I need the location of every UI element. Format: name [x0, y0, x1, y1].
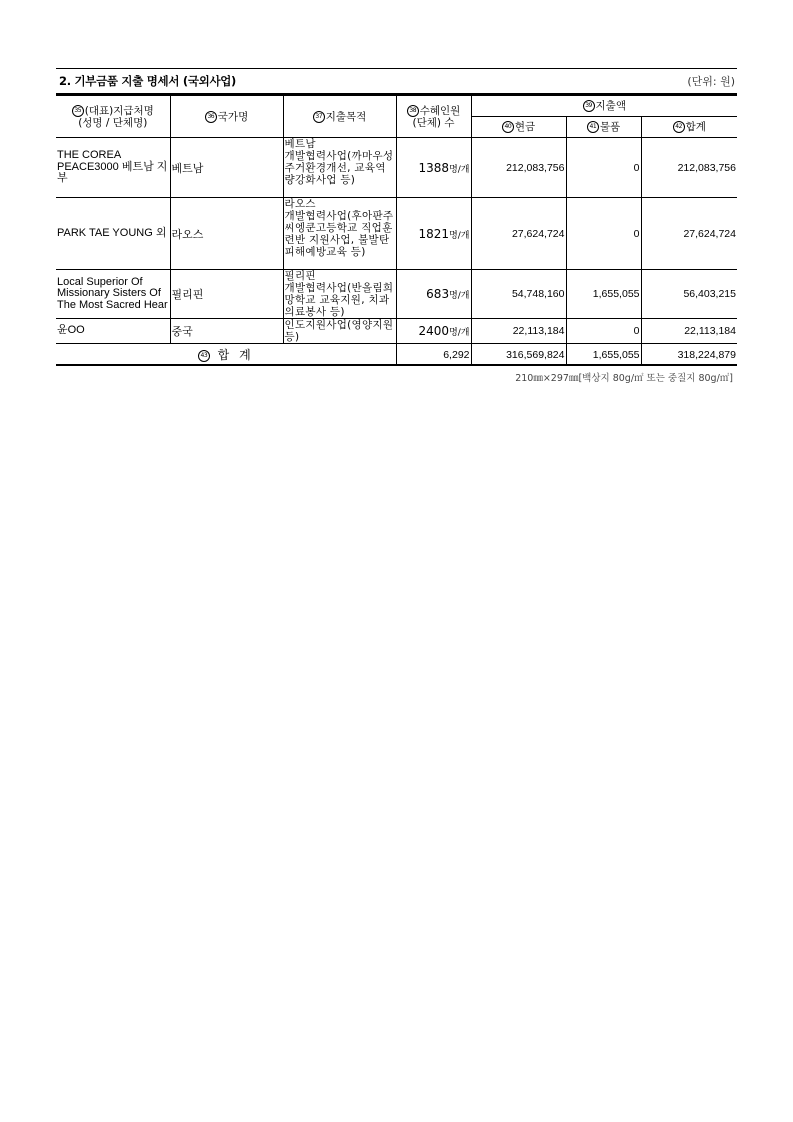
table-row [56, 198, 737, 270]
table-bottom-rule [56, 364, 737, 366]
table-row [56, 270, 737, 319]
total-cell: 212,083,756 [641, 138, 737, 198]
purpose-cell: 필리핀 개발협력사업(반올림희망학교 교육지원, 치과의료봉사 등) [283, 270, 396, 319]
beneficiary-cell: 1388명/개 [396, 138, 471, 198]
total-cash-cell: 316,569,824 [471, 344, 566, 366]
cash-cell: 54,748,160 [471, 270, 566, 319]
recipient-cell: THE COREA PEACE3000 베트남 지부 [56, 138, 170, 198]
purpose-cell: 인도지원사업(영양지원 등) [283, 319, 396, 344]
circled-number: 39 [583, 100, 595, 112]
beneficiary-cell: 1821명/개 [396, 198, 471, 270]
top-rule [56, 68, 737, 69]
header-goods: 41 물품 [566, 117, 641, 138]
total-count-cell: 6,292 [396, 344, 471, 366]
recipient-cell: Local Superior Of Missionary Sisters Of The Most Sacred Hear [56, 270, 170, 319]
header-sum: 42 합계 [641, 117, 737, 138]
header-row-1 [56, 96, 737, 117]
total-cell: 56,403,215 [641, 270, 737, 319]
country-cell: 베트남 [170, 138, 283, 198]
goods-cell: 0 [566, 198, 641, 270]
goods-cell: 1,655,055 [566, 270, 641, 319]
cash-cell: 212,083,756 [471, 138, 566, 198]
total-goods-cell: 1,655,055 [566, 344, 641, 366]
goods-cell: 0 [566, 319, 641, 344]
table-row [56, 138, 737, 198]
circled-number: 40 [502, 121, 514, 133]
circled-number: 35 [72, 105, 84, 117]
purpose-cell: 라오스 개발협력사업(후아판주 씨엥쿤고등학교 직업훈련반 지원사업, 불발탄 피해예방교육 등) [283, 198, 396, 270]
header-recipient: 35 (대표)지급처명 (성명 / 단체명) [56, 96, 170, 138]
total-label-cell: 43 합 계 [56, 344, 396, 366]
total-cell: 27,624,724 [641, 198, 737, 270]
total-cell: 22,113,184 [641, 319, 737, 344]
beneficiary-cell: 683명/개 [396, 270, 471, 319]
header-amount: 39 지출액 [471, 96, 737, 117]
circled-number: 42 [673, 121, 685, 133]
section-title: 2. 기부금품 지출 명세서 (국외사업) [59, 74, 237, 88]
cash-cell: 22,113,184 [471, 319, 566, 344]
header-cash: 40 현금 [471, 117, 566, 138]
total-row [56, 344, 737, 366]
header-purpose: 37 지출목적 [283, 96, 396, 138]
table-row [56, 319, 737, 344]
circled-number: 41 [587, 121, 599, 133]
country-cell: 라오스 [170, 198, 283, 270]
header-beneficiaries: 38 수혜인원 (단체) 수 [396, 96, 471, 138]
beneficiary-cell: 2400명/개 [396, 319, 471, 344]
circled-number: 38 [407, 105, 419, 117]
circled-number: 43 [198, 350, 210, 362]
purpose-cell: 베트남 개발협력사업(까마우성 주거환경개선, 교육역량강화사업 등) [283, 138, 396, 198]
recipient-cell: PARK TAE YOUNG 외 [56, 198, 170, 270]
goods-cell: 0 [566, 138, 641, 198]
paper-spec-footer: 210㎜×297㎜[백상지 80g/㎡ 또는 중질지 80g/㎡] [515, 373, 733, 384]
grand-total-cell: 318,224,879 [641, 344, 737, 366]
country-cell: 필리핀 [170, 270, 283, 319]
cash-cell: 27,624,724 [471, 198, 566, 270]
unit-label: (단위: 원) [687, 75, 735, 88]
recipient-cell: 윤OO [56, 319, 170, 344]
circled-number: 36 [205, 111, 217, 123]
expenditure-table [56, 95, 737, 366]
circled-number: 37 [313, 111, 325, 123]
country-cell: 중국 [170, 319, 283, 344]
header-country: 36 국가명 [170, 96, 283, 138]
